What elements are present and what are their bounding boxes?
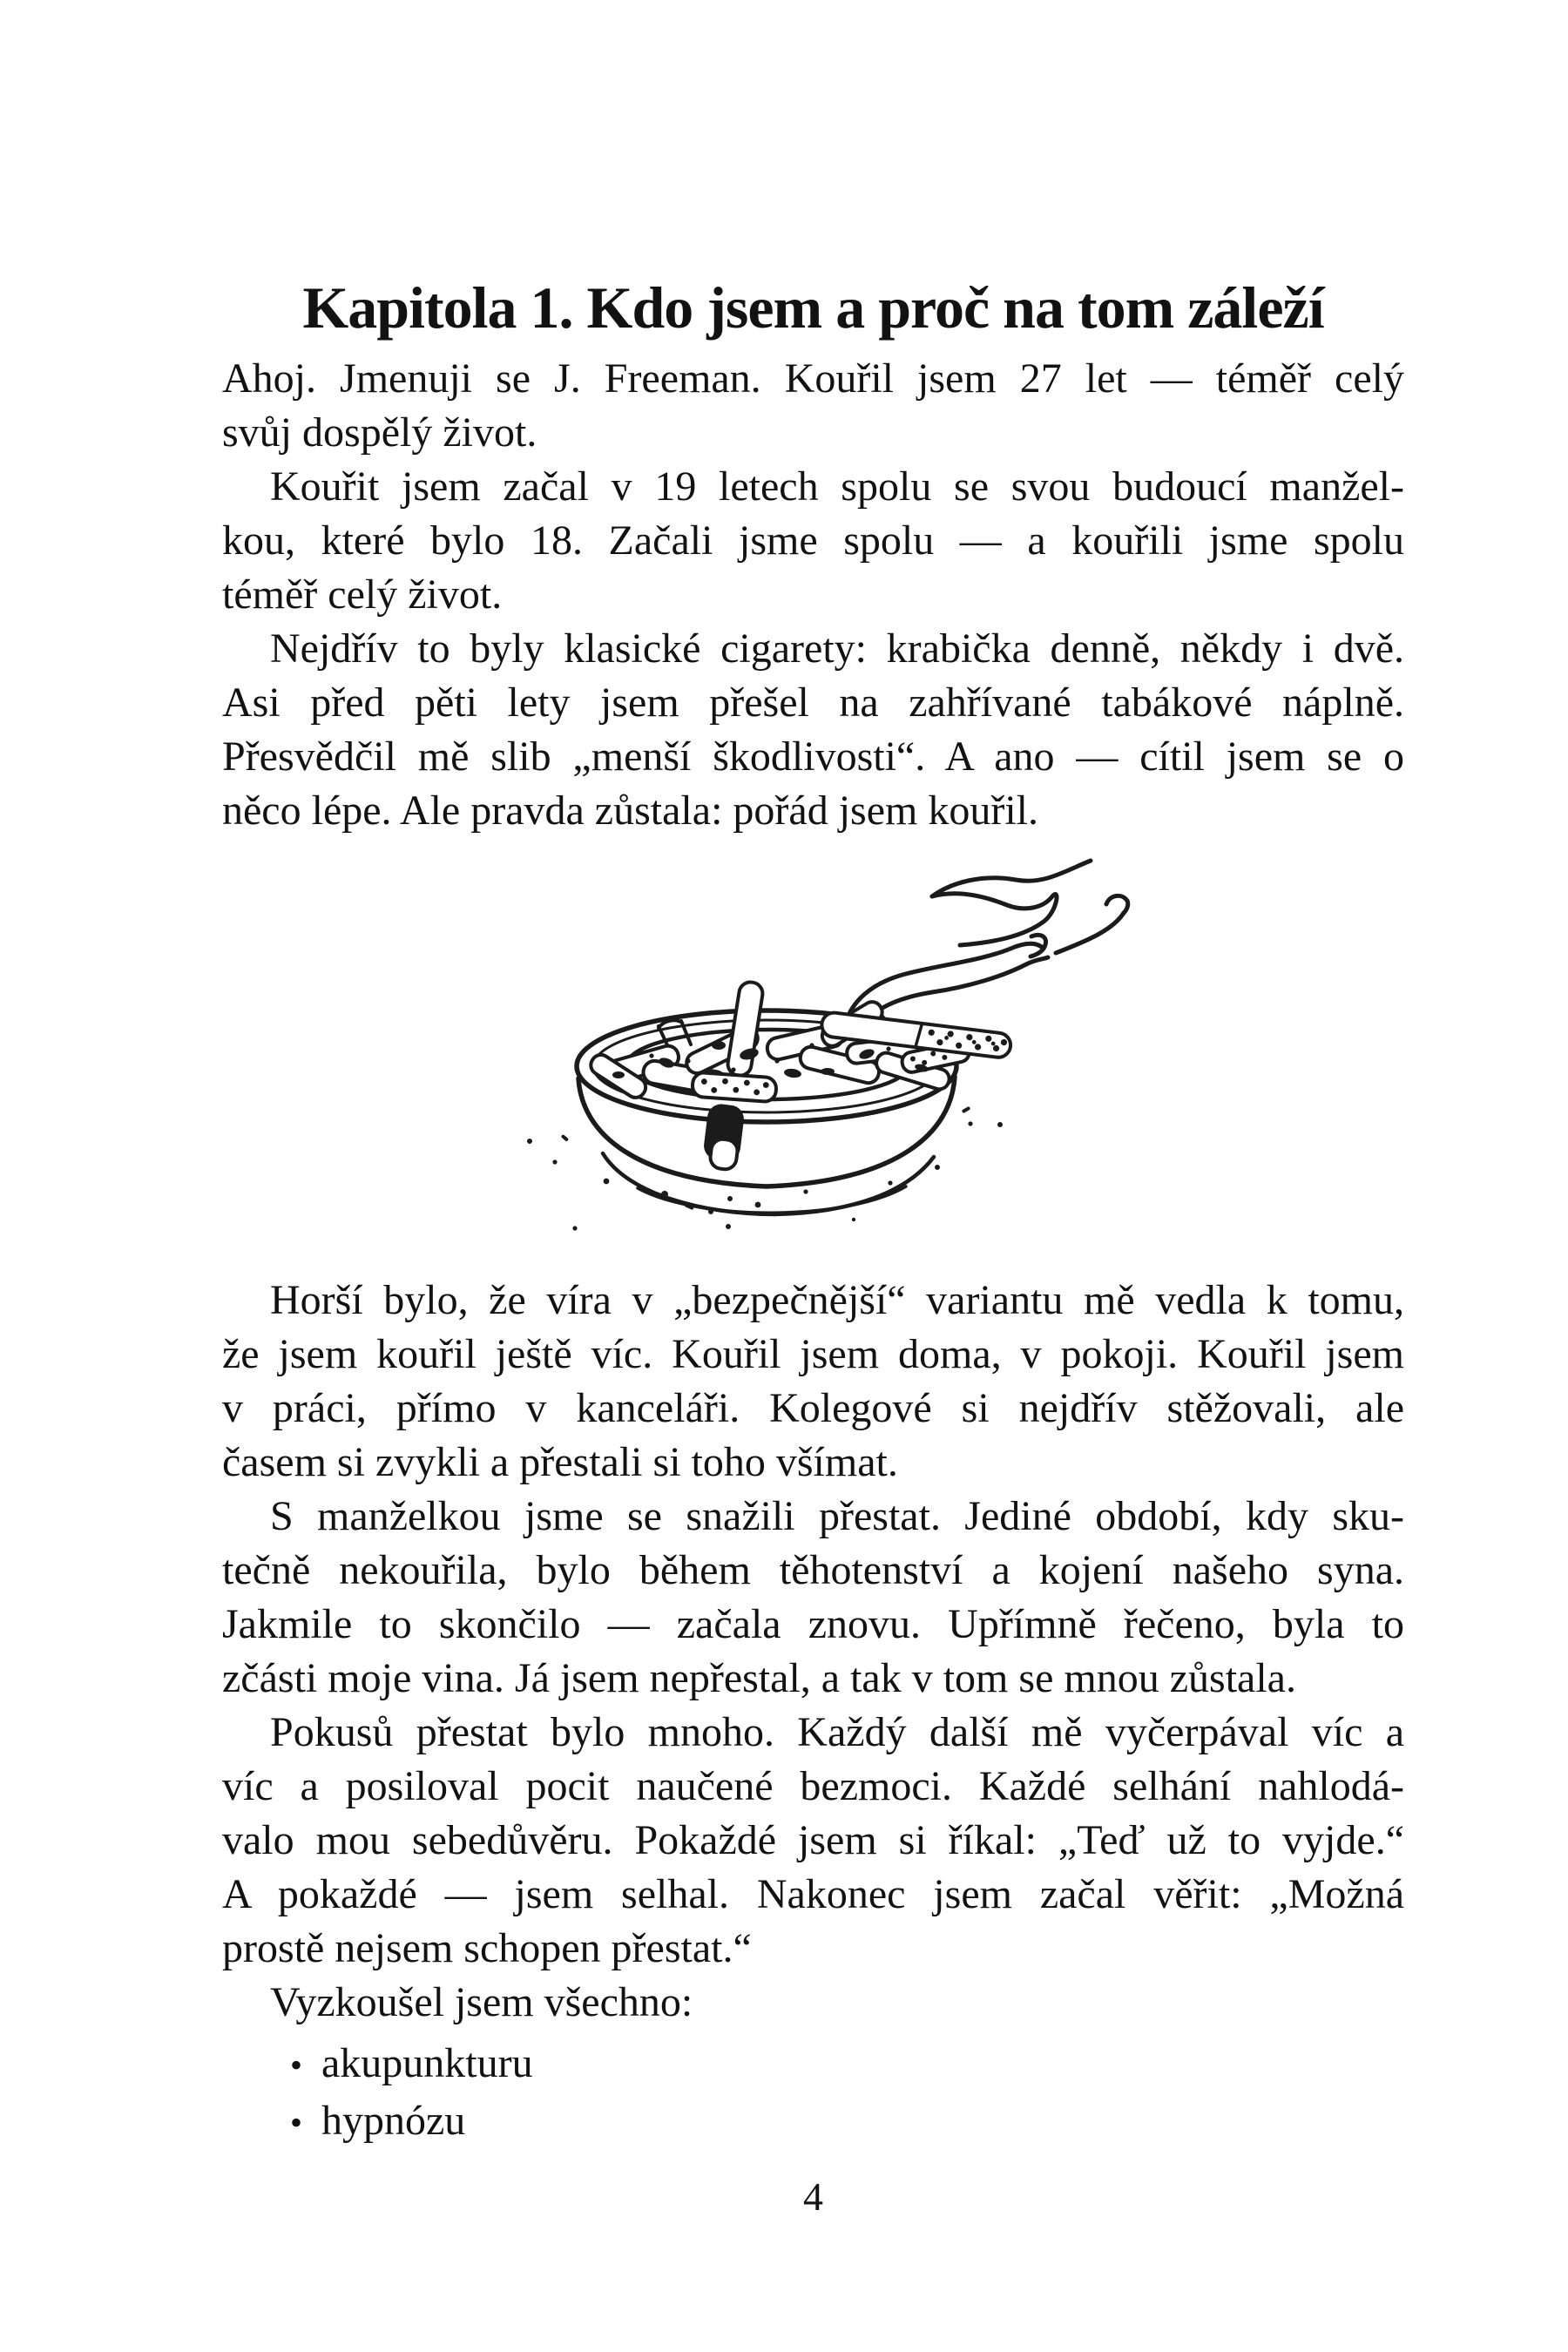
text-line: prostě nejsem schopen přestat.“ — [222, 1925, 752, 1971]
text-line: A pokaždé — jsem selhal. Nakonec jsem začal věřit: „Možná — [222, 1871, 1404, 1917]
text-line: svůj dospělý život. — [222, 409, 537, 456]
ashtray-front-notch — [702, 1103, 745, 1171]
text-line: v práci, přímo v kanceláři. Kolegové si nejdřív stěžovali, ale — [222, 1385, 1404, 1431]
ashtray-illustration — [505, 847, 1167, 1239]
text-line: časem si zvykli a přestali si toho všímat. — [222, 1439, 898, 1485]
paragraph — [222, 460, 1404, 622]
text-line: Vyzkoušel jsem všechno: — [270, 1979, 693, 2025]
body-text-lower — [222, 1274, 1404, 2030]
paragraph — [222, 622, 1404, 838]
bullet-text: hypnózu — [321, 2098, 466, 2144]
text-line: tečně nekouřila, bylo během těhotenství a kojení našeho syna. — [222, 1547, 1404, 1593]
chapter-title: Kapitola 1. Kdo jsem a proč na tom záleží — [302, 274, 1324, 341]
bullet-item — [222, 2092, 1404, 2150]
text-line: Kouřit jsem začal v 19 letech spolu se svou budoucí manžel- — [270, 463, 1404, 510]
text-line: S manželkou jsme se snažili přestat. Jediné období, kdy sku- — [270, 1493, 1404, 1539]
text-line: Nejdřív to byly klasické cigarety: krabička denně, někdy i dvě. — [270, 625, 1404, 672]
bullet-marker-icon: • — [290, 2103, 303, 2142]
text-line: zčásti moje vina. Já jsem nepřestal, a tak v tom se mnou zůstala. — [222, 1655, 1296, 1701]
text-line: Horší bylo, že víra v „bezpečnější“ variantu mě vedla k tomu, — [270, 1277, 1404, 1323]
paragraph — [222, 1274, 1404, 1490]
illustration-figure — [505, 847, 1167, 1239]
paragraph — [222, 1976, 1404, 2030]
text-line: Asi před pěti lety jsem přešel na zahřívané tabákové náplně. — [222, 679, 1404, 726]
text-line: kou, které bylo 18. Začali jsme spolu — a kouřili jsme spolu — [222, 517, 1404, 564]
text-line: že jsem kouřil ještě víc. Kouřil jsem doma, v pokoji. Kouřil jsem — [222, 1331, 1404, 1377]
text-line: něco lépe. Ale pravda zůstala: pořád jsem kouřil. — [222, 787, 1039, 834]
text-line: víc a posiloval pocit naučené bezmoci. Každé selhání nahlodá- — [222, 1763, 1404, 1809]
body-text-upper — [222, 352, 1404, 838]
text-line: Přesvědčil mě slib „menší škodlivosti“. A ano — cítil jsem se o — [222, 733, 1404, 780]
bullet-text: akupunkturu — [321, 2040, 533, 2086]
text-line: valo mou sebedůvěru. Pokaždé jsem si říkal: „Teď už to vyjde.“ — [222, 1817, 1404, 1863]
paragraph — [222, 1490, 1404, 1706]
bullet-list — [222, 2035, 1404, 2150]
bullet-marker-icon: • — [290, 2045, 303, 2085]
text-line: Pokusů přestat bylo mnoho. Každý další mě vyčerpával víc a — [270, 1709, 1404, 1755]
paragraph — [222, 1706, 1404, 1976]
text-line: Jakmile to skončilo — začala znovu. Upřímně řečeno, byla to — [222, 1601, 1404, 1647]
text-line: téměř celý život. — [222, 571, 503, 618]
page-number: 4 — [803, 2174, 823, 2219]
text-line: Ahoj. Jmenuji se J. Freeman. Kouřil jsem 27 let — téměř celý — [222, 355, 1404, 402]
paragraph — [222, 352, 1404, 460]
bullet-item — [222, 2035, 1404, 2092]
